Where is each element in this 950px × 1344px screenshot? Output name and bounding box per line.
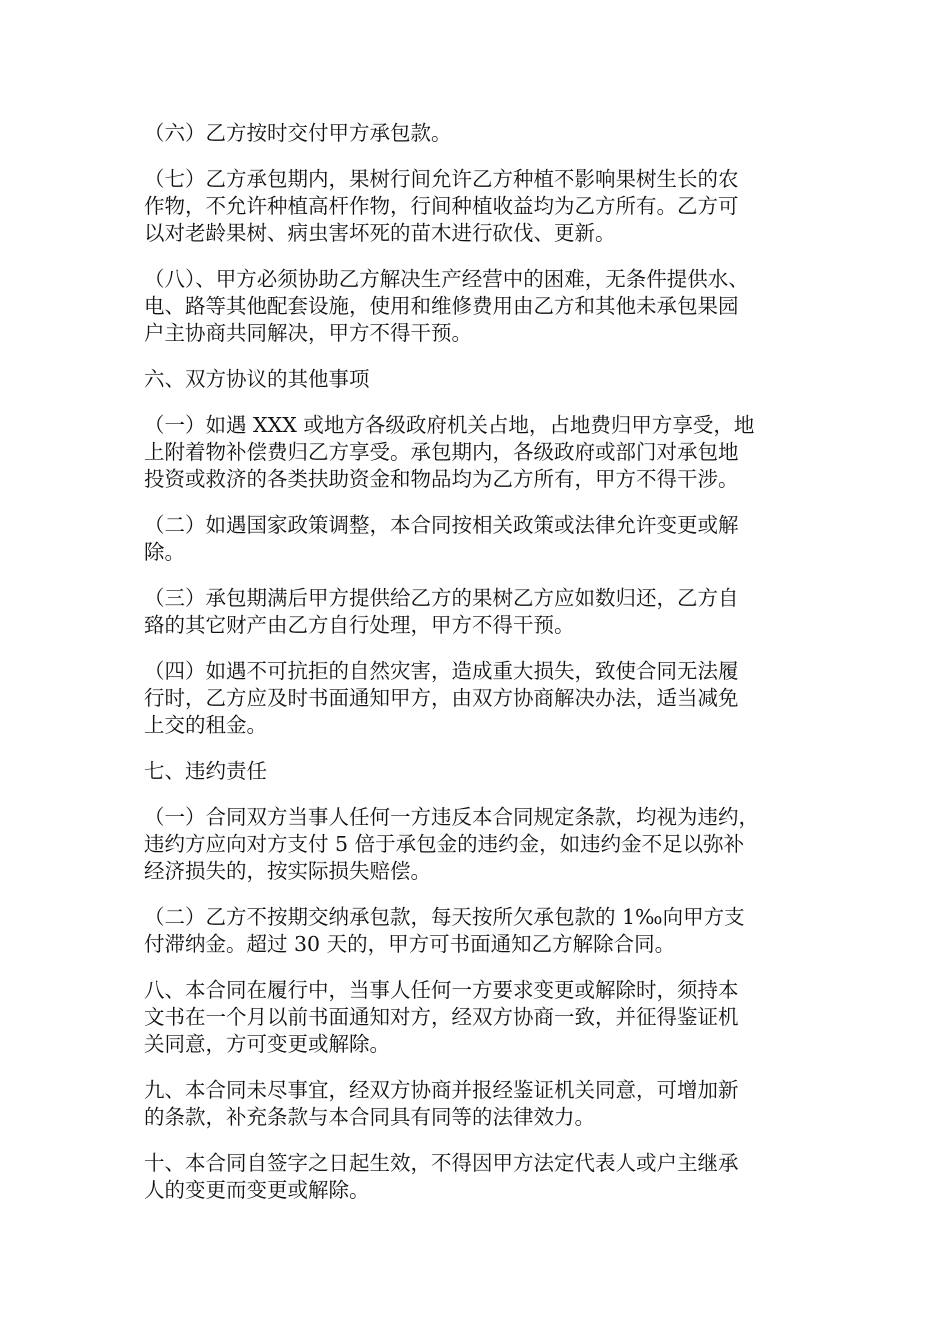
text-line: （二）乙方不按期交纳承包款，每天按所欠承包款的 1‰向甲方支: [144, 905, 745, 929]
text-line: 以对老龄果树、病虫害坏死的苗木进行砍伐、更新。: [144, 221, 616, 245]
section-6-heading: [144, 366, 809, 393]
text-line: 九、本合同未尽事宜，经双方协商并报经鉴证机关同意，可增加新: [144, 1078, 739, 1102]
text-line: （四）如遇不可抗拒的自然灾害，造成重大损失，致使合同无法履: [144, 659, 739, 683]
text-line: （七）乙方承包期内，果树行间允许乙方种植不影响果树生长的农: [144, 167, 739, 191]
text-line: 作物，不允许种植高杆作物，行间种植收益均为乙方所有。乙方可: [144, 194, 739, 218]
text-line: 上交的租金。: [144, 713, 267, 737]
text-line: 八、本合同在履行中，当事人任何一方要求变更或解除时，须持本: [144, 978, 739, 1002]
text-line: 付滞纳金。超过 30 天的，甲方可书面通知乙方解除合同。: [144, 932, 676, 956]
clause-6-paragraph: [144, 120, 809, 147]
text-line: 投资或救济的各类扶助资金和物品均为乙方所有，甲方不得干涉。: [144, 467, 739, 491]
text-line: 户主协商共同解决，甲方不得干预。: [144, 321, 472, 345]
text-line: 上附着物补偿费归乙方享受。承包期内，各级政府或部门对承包地: [144, 440, 739, 464]
text-line: 的条款，补充条款与本合同具有同等的法律效力。: [144, 1105, 595, 1129]
section-6-item-2: [144, 512, 809, 566]
section-6-item-3: [144, 585, 809, 639]
section-7-item-2: [144, 904, 809, 958]
text-line: 臵的其它财产由乙方自行处理，甲方不得干预。: [144, 613, 575, 637]
clause-7-paragraph: [144, 166, 809, 247]
text-line: （一）合同双方当事人任何一方违反本合同规定条款，均视为违约，: [144, 805, 759, 829]
section-10-paragraph: [144, 1150, 809, 1204]
text-line: （三）承包期满后甲方提供给乙方的果树乙方应如数归还，乙方自: [144, 586, 739, 610]
text-line: 文书在一个月以前书面通知对方，经双方协商一致，并征得鉴证机: [144, 1005, 739, 1029]
heading-text: 六、双方协议的其他事项: [144, 367, 370, 391]
document-body: [144, 120, 809, 1223]
section-7-item-1: [144, 804, 809, 885]
section-7-heading: [144, 758, 809, 785]
text-line: 经济损失的，按实际损失赔偿。: [144, 859, 431, 883]
text-line: 电、路等其他配套设施，使用和维修费用由乙方和其他未承包果园: [144, 294, 739, 318]
text-line: 十、本合同自签字之日起生效，不得因甲方法定代表人或户主继承: [144, 1151, 739, 1175]
section-6-item-1: [144, 412, 809, 493]
text-line: 违约方应向对方支付 5 倍于承包金的违约金，如违约金不足以弥补: [144, 832, 745, 856]
text-line: 行时，乙方应及时书面通知甲方，由双方协商解决办法，适当减免: [144, 686, 739, 710]
text-line: （一）如遇 XXX 或地方各级政府机关占地，占地费归甲方享受，地: [144, 413, 755, 437]
text-line: 除。: [144, 540, 185, 564]
text-line: 关同意，方可变更或解除。: [144, 1032, 390, 1056]
clause-8-paragraph: [144, 266, 809, 347]
section-6-item-4: [144, 658, 809, 739]
text-line: （二）如遇国家政策调整，本合同按相关政策或法律允许变更或解: [144, 513, 739, 537]
text-line: （八）、甲方必须协助乙方解决生产经营中的困难，无条件提供水、: [144, 267, 749, 291]
text-line: 人的变更而变更或解除。: [144, 1178, 370, 1202]
section-9-paragraph: [144, 1077, 809, 1131]
heading-text: 七、违约责任: [144, 759, 267, 783]
section-8-paragraph: [144, 977, 809, 1058]
text-line: （六）乙方按时交付甲方承包款。: [144, 121, 452, 145]
